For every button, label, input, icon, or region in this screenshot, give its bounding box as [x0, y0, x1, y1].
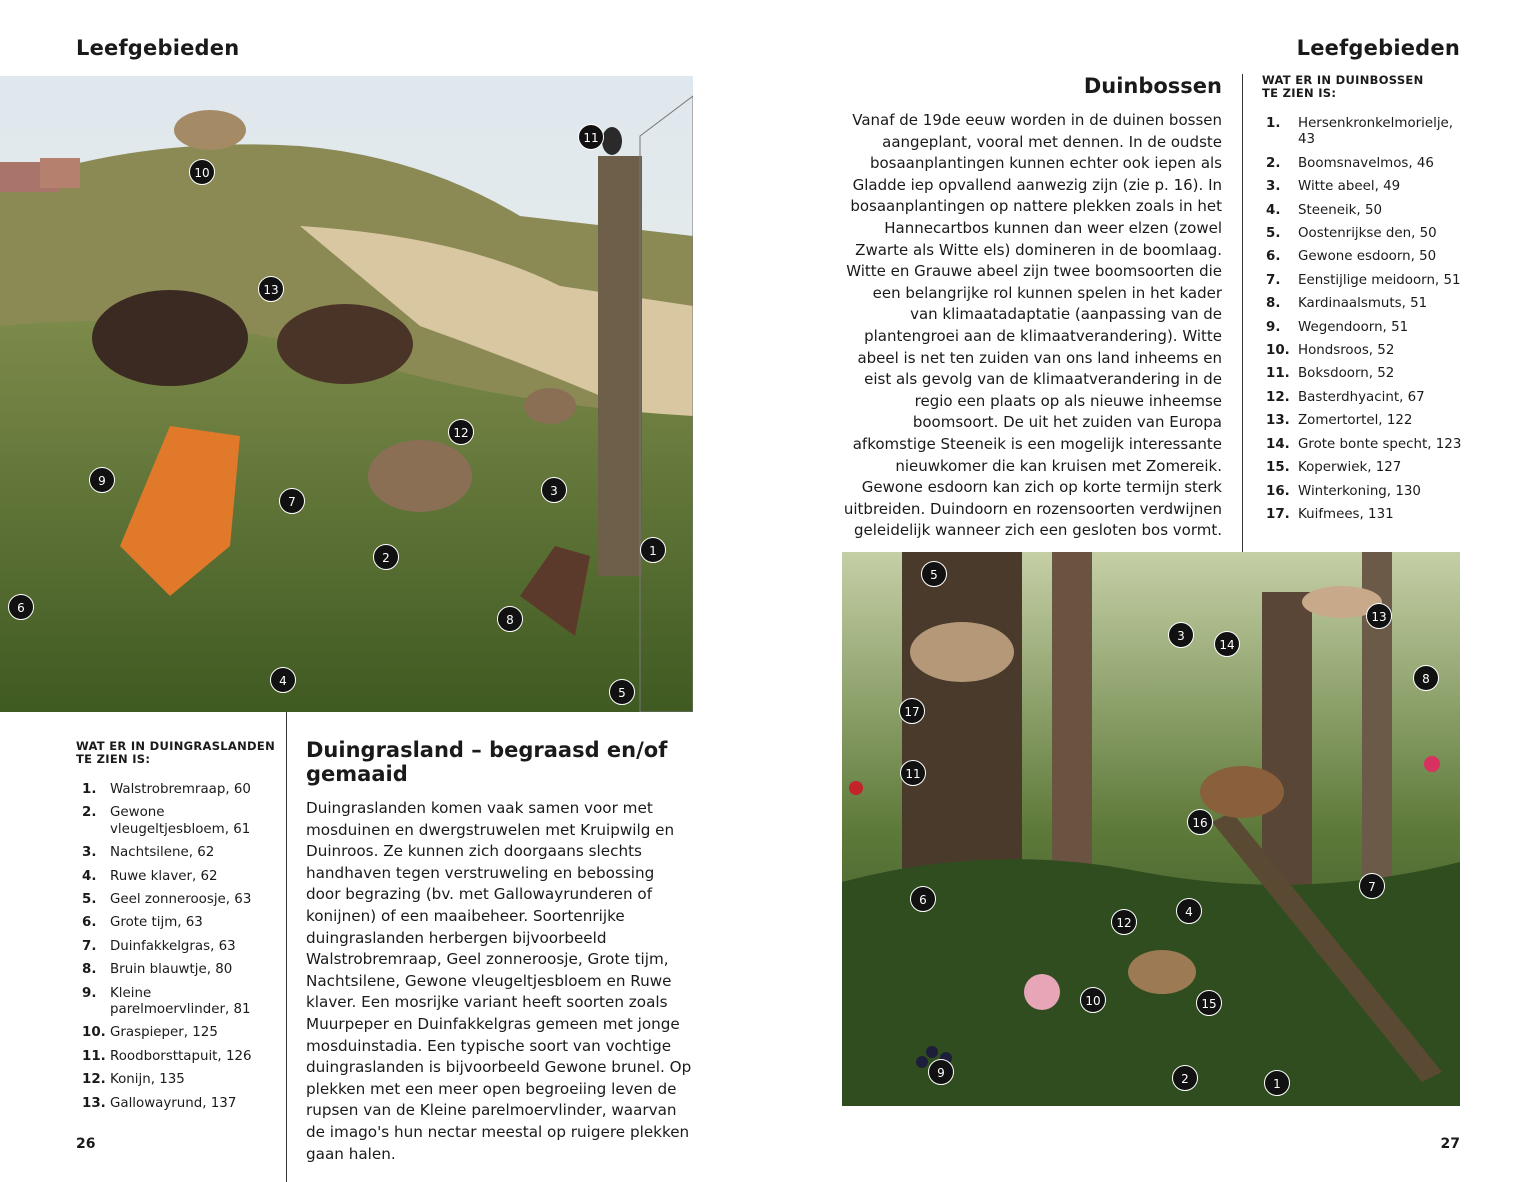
- marker-8: 8: [497, 606, 523, 632]
- list-item: 7. Eenstijlige meidoorn, 51: [1266, 272, 1461, 288]
- list-item: 10. Graspieper, 125: [82, 1025, 218, 1041]
- list-item: 1. Hersenkronkelmorielje, 43: [1266, 116, 1454, 148]
- marker-6: 6: [8, 594, 34, 620]
- marker-7: 7: [279, 488, 305, 514]
- dune-forest-scene: [842, 552, 1460, 1106]
- list-item: 3. Witte abeel, 49: [1266, 179, 1401, 195]
- list-item: 6. Gewone esdoorn, 50: [1266, 249, 1437, 265]
- marker-4: 4: [270, 667, 296, 693]
- duingrasland-title: Duingrasland – begraasd en/of gemaaid: [306, 738, 668, 786]
- left-column-divider: [286, 712, 287, 1182]
- list-item: 13. Zomertortel, 122: [1266, 413, 1413, 429]
- page-number-left: 26: [76, 1136, 96, 1152]
- list-item: 4. Steeneik, 50: [1266, 202, 1382, 218]
- running-head-left: Leefgebieden: [76, 36, 240, 60]
- marker-12: 12: [448, 419, 474, 445]
- list-item: 12. Basterdhyacint, 67: [1266, 389, 1425, 405]
- duinbossen-title: Duinbossen: [1083, 74, 1222, 98]
- marker-17: 17: [899, 698, 925, 724]
- list-item: 5. Oostenrijkse den, 50: [1266, 226, 1437, 242]
- marker-5: 5: [609, 679, 635, 705]
- duingrasland-list-heading: WAT ER IN DUINGRASLANDEN TE ZIEN IS:: [76, 739, 275, 766]
- duinbossen-body: Vanaf de 19de eeuw worden in de duinen bossen aangeplant, vooral met dennen. In de oudste bosaanplantingen kunnen echter ook iepen als Gladde iep opvallend aanwezig zijn (zie p. 16). In bosaanplantingen op nattere plekken zoals in het Hannecartbos kunnen dan weer elzen (zowel Zwarte als Witte els) domineren in de boomlaag. Witte en Grauwe abeel zijn twee boomsoorten die een belangrijke rol kunnen spelen in het kader van klimaatadaptatie (aanpassing van de plantengroei aan de klimaatverandering). Witte abeel is net ten zuiden van ons land inheems en eist als gevolg van de klimaatverandering in de regio een plaats op als nieuwe inheemse boomsoort. De uit het zuiden van Europa afkomstige Steeneik is een mogelijk interessante nieuwkomer die kan kruisen met Zomereik. Gewone esdoorn kan zich op korte termijn sterk uitbreiden. Duindoorn en rozensoorten verdwijnen geleidelijk wanneer zich een gesloten bos vormt.: [843, 111, 1222, 540]
- marker-8: 8: [1413, 665, 1439, 691]
- list-item: 4. Ruwe klaver, 62: [82, 868, 218, 884]
- marker-1: 1: [640, 537, 666, 563]
- duingrasland-body: Duingraslanden komen vaak samen voor met mosduinen en dwergstruwelen met Kruipwilg en Duinroos. Ze kunnen zich doorgaans slechts handhaven tegen verstruweling en bebossing door begrazing (bv. met Gallowayrunderen of konijnen) of een maaibeheer. Soortenrijke duingraslanden herbergen bijvoorbeeld Walstrobremraap, Geel zonneroosje, Grote tijm, Nachtsilene, Gewone vleugeltjesbloem en Ruwe klaver. Een mosrijke variant heeft soorten zoals Muurpeper en Duinfakkelgras gemeen met jonge mosduinstadia. Een typische soort van vochtige duingraslanden is bijvoorbeeld Gewone brunel. Op plekken met een meer open begroeiing leven de rupsen van de Kleine parelmoervlinder, waarvan de imago's hun nectar meestal op ruigere plekken gaan halen.: [306, 799, 692, 1163]
- marker-3: 3: [541, 477, 567, 503]
- list-item: 15. Koperwiek, 127: [1266, 460, 1402, 476]
- dune-grassland-illustration: [0, 76, 693, 712]
- marker-13: 13: [258, 276, 284, 302]
- list-item: 12. Konijn, 135: [82, 1072, 185, 1088]
- list-item: 7. Duinfakkelgras, 63: [82, 938, 236, 954]
- list-item: 16. Winterkoning, 130: [1266, 483, 1421, 499]
- list-item: 9. Wegendoorn, 51: [1266, 319, 1409, 335]
- list-item: 5. Geel zonneroosje, 63: [82, 892, 252, 908]
- list-item: 9. Kleine parelmoervlinder, 81: [82, 985, 251, 1018]
- dune-grassland-scene: [0, 76, 693, 712]
- marker-6: 6: [910, 886, 936, 912]
- marker-3: 3: [1168, 622, 1194, 648]
- list-item: 1. Walstrobremraap, 60: [82, 782, 251, 797]
- marker-11: 11: [900, 760, 926, 786]
- list-item: 6. Grote tijm, 63: [82, 915, 203, 931]
- list-item: 13. Gallowayrund, 137: [82, 1095, 237, 1111]
- marker-12: 12: [1111, 909, 1137, 935]
- marker-13: 13: [1366, 603, 1392, 629]
- marker-15: 15: [1196, 990, 1222, 1016]
- marker-9: 9: [928, 1059, 954, 1085]
- marker-9: 9: [89, 467, 115, 493]
- list-item: 11. Boksdoorn, 52: [1266, 366, 1395, 382]
- list-item: 17. Kuifmees, 131: [1266, 506, 1394, 522]
- marker-10: 10: [189, 159, 215, 185]
- marker-14: 14: [1214, 631, 1240, 657]
- list-item: 2. Boomsnavelmos, 46: [1266, 155, 1434, 171]
- duinbossen-list-heading: WAT ER IN DUINBOSSEN TE ZIEN IS:: [1262, 73, 1424, 100]
- list-item: 8. Kardinaalsmuts, 51: [1266, 296, 1428, 312]
- marker-10: 10: [1080, 987, 1106, 1013]
- page-number-right: 27: [1440, 1136, 1460, 1152]
- list-item: 10. Hondsroos, 52: [1266, 343, 1395, 359]
- duingrasland-species-list: [82, 782, 272, 1112]
- marker-5: 5: [921, 561, 947, 587]
- marker-7: 7: [1359, 873, 1385, 899]
- list-item: 3. Nachtsilene, 62: [82, 845, 215, 861]
- list-item: 2. Gewone vleugeltjesbloem, 61: [82, 805, 251, 837]
- list-item: 14. Grote bonte specht, 123: [1266, 436, 1462, 452]
- running-head-right: Leefgebieden: [1296, 36, 1460, 60]
- marker-2: 2: [1172, 1065, 1198, 1091]
- marker-2: 2: [373, 544, 399, 570]
- marker-16: 16: [1187, 809, 1213, 835]
- duinbossen-species-list: [1266, 116, 1466, 523]
- list-item: 11. Roodborsttapuit, 126: [82, 1048, 252, 1064]
- marker-11: 11: [578, 124, 604, 150]
- marker-4: 4: [1176, 898, 1202, 924]
- dune-forest-illustration: [842, 552, 1460, 1106]
- right-column-divider: [1242, 74, 1243, 552]
- list-item: 8. Bruin blauwtje, 80: [82, 962, 233, 978]
- marker-1: 1: [1264, 1070, 1290, 1096]
